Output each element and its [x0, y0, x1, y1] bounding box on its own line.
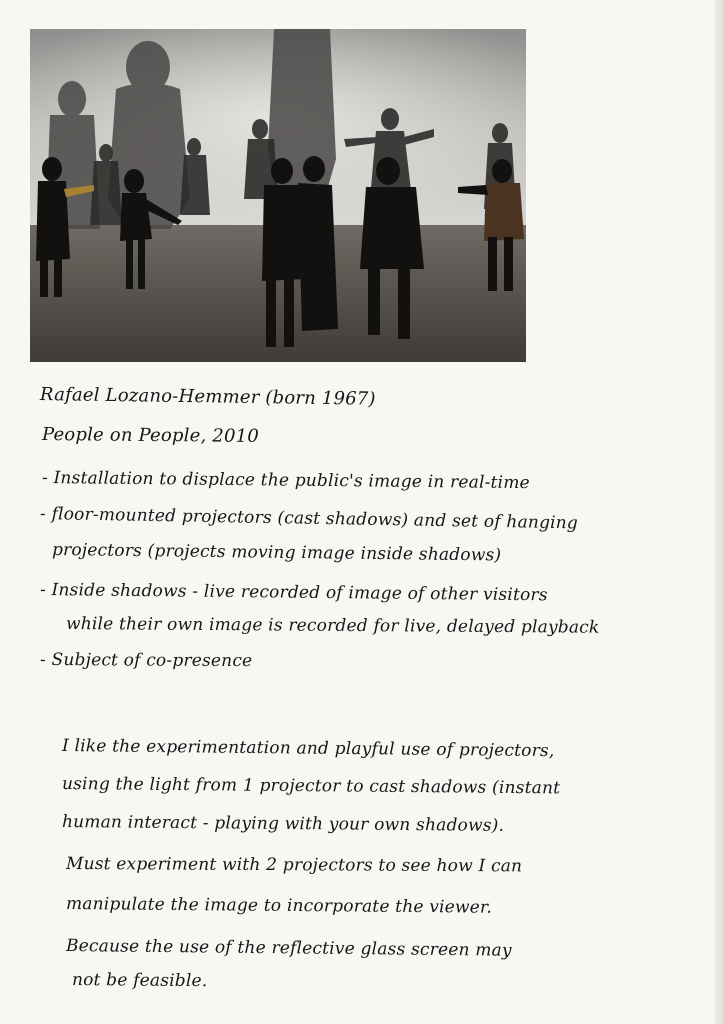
note-line: - Installation to displace the public's image in real-time: [41, 468, 530, 494]
note-line: - floor-mounted projectors (cast shadows) and set of hanging: [39, 504, 579, 534]
reflection-line: manipulate the image to incorporate the viewer.: [65, 894, 493, 918]
installation-photo: [30, 29, 526, 362]
note-line: while their own image is recorded for live, delayed playback: [65, 614, 600, 638]
page-edge: [714, 0, 724, 1024]
note-line: projectors (projects moving image inside shadows): [51, 540, 502, 566]
artwork-title: People on People, 2010: [41, 424, 260, 447]
artist-heading: Rafael Lozano-Hemmer (born 1967): [39, 384, 376, 410]
note-line: - Subject of co-presence: [39, 650, 253, 672]
reflection-line: not be feasible.: [71, 970, 208, 992]
reflection-line: human interact - playing with your own shadows).: [61, 812, 505, 836]
reflection-line: Because the use of the reflective glass screen may: [65, 936, 512, 961]
note-line: - Inside shadows - live recorded of image of other visitors: [39, 580, 548, 606]
reflection-line: using the light from 1 projector to cast shadows (instant: [61, 774, 561, 799]
reflection-line: Must experiment with 2 projectors to see how I can: [65, 854, 523, 877]
reflection-line: I like the experimentation and playful use of projectors,: [61, 736, 555, 762]
